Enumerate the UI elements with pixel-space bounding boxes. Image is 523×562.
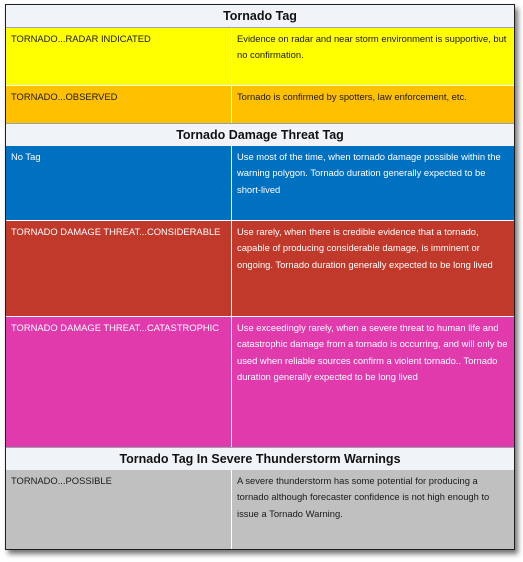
section-title: Tornado Tag bbox=[223, 9, 297, 23]
description-cell: Use rarely, when there is credible evidence that a tornado, capable of producing considerable damage, is imminent or ongoing. Tornado duration generally expected to be long lived bbox=[237, 226, 493, 270]
section-header-tornado-tag bbox=[6, 5, 514, 28]
section-header-severe-thunderstorm-tag bbox=[6, 447, 514, 471]
tag-cell: TORNADO...OBSERVED bbox=[6, 86, 232, 123]
tag-cell: TORNADO...RADAR INDICATED bbox=[6, 28, 232, 85]
tag-cell: TORNADO DAMAGE THREAT...CATASTROPHIC bbox=[6, 317, 232, 448]
description-cell: Evidence on radar and near storm environment is supportive, but no confirmation. bbox=[237, 33, 507, 61]
description-cell: Tornado is confirmed by spotters, law enforcement, etc. bbox=[237, 91, 467, 102]
description-cell: Use exceedingly rarely, when a severe threat to human life and catastrophic damage from a tornado is occurring, and will only be used when reliable sources confirm a violent tornado.. Tornado duration generally expected to be long lived bbox=[237, 322, 508, 382]
description-cell: Use most of the time, when tornado damage possible within the warning polygon. Tornado duration generally expected to be short-lived bbox=[237, 151, 501, 195]
tag-cell: No Tag bbox=[6, 146, 232, 220]
section-header-damage-threat-tag bbox=[6, 123, 514, 147]
description-cell: A severe thunderstorm has some potential for producing a tornado although forecaster confidence is not high enough to issue a Tornado Warning. bbox=[237, 475, 490, 519]
table-row bbox=[6, 146, 514, 220]
tag-cell: TORNADO...POSSIBLE bbox=[6, 470, 232, 549]
table-row bbox=[6, 470, 514, 549]
table-row bbox=[6, 316, 514, 448]
section-title: Tornado Damage Threat Tag bbox=[176, 128, 344, 142]
table-row bbox=[6, 85, 514, 123]
section-title: Tornado Tag In Severe Thunderstorm Warnings bbox=[119, 452, 401, 466]
tornado-tag-table bbox=[5, 4, 515, 550]
table-row bbox=[6, 28, 514, 85]
tag-cell: TORNADO DAMAGE THREAT...CONSIDERABLE bbox=[6, 221, 232, 317]
table-row bbox=[6, 220, 514, 317]
